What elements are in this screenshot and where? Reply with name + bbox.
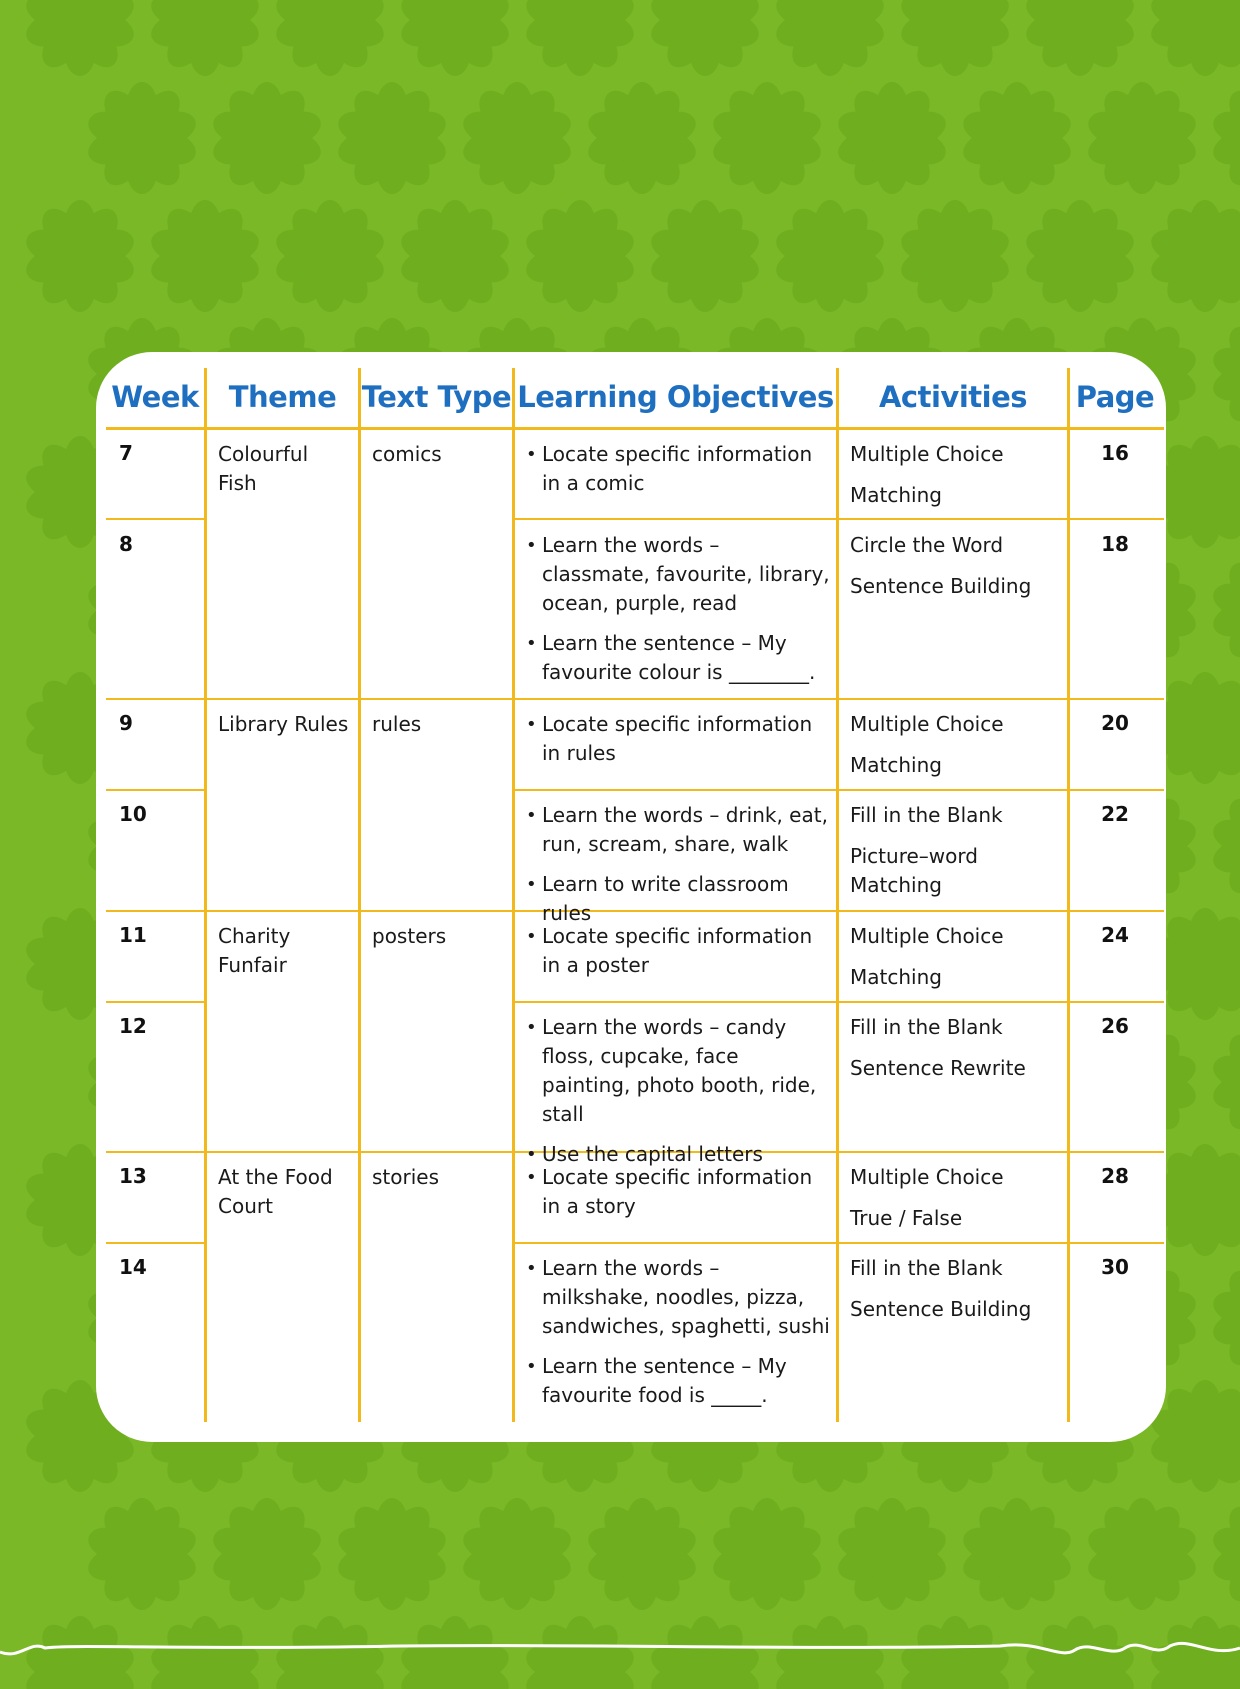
theme-cell: At the Food Court xyxy=(218,1165,333,1218)
objective-item: • Learn the words – classmate, favourite, library, ocean, purple, read xyxy=(526,531,830,618)
row-divider xyxy=(106,698,1164,700)
activity-item: Matching xyxy=(850,965,942,989)
activity-item: Circle the Word xyxy=(850,533,1004,557)
activity-item: Multiple Choice xyxy=(850,1165,1004,1189)
row-divider xyxy=(106,1242,204,1244)
week-number: 8 xyxy=(119,532,133,556)
week-number: 14 xyxy=(119,1255,147,1279)
activities-cell xyxy=(850,1254,1065,1336)
activity-item: Multiple Choice xyxy=(850,924,1004,948)
objectives-cell xyxy=(526,440,830,509)
column-divider xyxy=(204,368,207,1422)
objective-item: • Learn the words – candy floss, cupcake, face painting, photo booth, ride, stall xyxy=(526,1013,830,1129)
week-number: 9 xyxy=(119,711,133,735)
row-divider xyxy=(512,1242,1164,1244)
text-type-cell: rules xyxy=(372,712,422,736)
wavy-bottom-line xyxy=(0,1630,1240,1670)
activity-item: Fill in the Blank xyxy=(850,1256,1003,1280)
row-divider xyxy=(512,789,1164,791)
activity-item: Sentence Building xyxy=(850,574,1032,598)
theme-cell: Library Rules xyxy=(218,712,349,736)
header-week: Week xyxy=(111,380,199,414)
objective-item: • Learn to write classroom rules xyxy=(526,870,830,928)
header-learning-objectives: Learning Objectives xyxy=(517,380,834,414)
objectives-cell xyxy=(526,1013,830,1180)
header-text-type: Text Type xyxy=(361,380,512,414)
theme-cell: Colourful Fish xyxy=(218,442,309,495)
text-type-cell: comics xyxy=(372,442,442,466)
activity-item: Picture–word Matching xyxy=(850,844,978,897)
page-number: 18 xyxy=(1101,532,1129,556)
column-divider xyxy=(512,368,515,1422)
week-number: 10 xyxy=(119,802,147,826)
objectives-cell xyxy=(526,710,830,779)
objectives-cell xyxy=(526,1163,830,1232)
activities-cell xyxy=(850,440,1065,522)
column-divider xyxy=(358,368,361,1422)
objective-item: • Locate specific information in a story xyxy=(526,1163,830,1221)
page-number: 20 xyxy=(1101,711,1129,735)
activity-item: Matching xyxy=(850,753,942,777)
objectives-cell xyxy=(526,1254,830,1421)
page-number: 26 xyxy=(1101,1014,1129,1038)
row-divider xyxy=(106,789,204,791)
row-divider xyxy=(512,1001,1164,1003)
objective-item: • Locate specific information in a poster xyxy=(526,922,830,980)
objective-item: • Locate specific information in a comic xyxy=(526,440,830,498)
objectives-cell xyxy=(526,531,830,698)
objective-item: • Learn the sentence – My favourite colour is ________. xyxy=(526,629,830,687)
activity-item: Multiple Choice xyxy=(850,712,1004,736)
page-number: 22 xyxy=(1101,802,1129,826)
header-page: Page xyxy=(1075,380,1155,414)
objectives-cell xyxy=(526,801,830,939)
activities-cell xyxy=(850,1163,1065,1245)
week-number: 7 xyxy=(119,441,133,465)
row-divider xyxy=(106,1001,204,1003)
activity-item: Sentence Rewrite xyxy=(850,1056,1026,1080)
activities-cell xyxy=(850,710,1065,792)
activity-item: Fill in the Blank xyxy=(850,803,1003,827)
objectives-cell xyxy=(526,922,830,991)
page-number: 30 xyxy=(1101,1255,1129,1279)
row-divider xyxy=(106,518,204,520)
activity-item: Sentence Building xyxy=(850,1297,1032,1321)
week-number: 13 xyxy=(119,1164,147,1188)
activities-cell xyxy=(850,801,1065,897)
header-divider xyxy=(106,427,1164,430)
objective-item: • Use the capital letters xyxy=(526,1140,830,1169)
page-number: 24 xyxy=(1101,923,1129,947)
activity-item: Multiple Choice xyxy=(850,442,1004,466)
column-divider xyxy=(836,368,839,1422)
week-number: 11 xyxy=(119,923,147,947)
text-type-cell: posters xyxy=(372,924,447,948)
objective-item: • Learn the sentence – My favourite food is _____. xyxy=(526,1352,830,1410)
activity-item: Fill in the Blank xyxy=(850,1015,1003,1039)
activities-cell xyxy=(850,1013,1065,1095)
activities-cell xyxy=(850,922,1065,1004)
activities-cell xyxy=(850,531,1065,613)
objective-item: • Locate specific information in rules xyxy=(526,710,830,768)
theme-cell: Charity Funfair xyxy=(218,924,291,977)
page-number: 16 xyxy=(1101,441,1129,465)
row-divider xyxy=(512,518,1164,520)
activity-item: Matching xyxy=(850,483,942,507)
page-number: 28 xyxy=(1101,1164,1129,1188)
header-theme: Theme xyxy=(228,380,337,414)
objective-item: • Learn the words – drink, eat, run, scream, share, walk xyxy=(526,801,830,859)
objective-item: • Learn the words – milkshake, noodles, pizza, sandwiches, spaghetti, sushi xyxy=(526,1254,830,1341)
week-number: 12 xyxy=(119,1014,147,1038)
header-activities: Activities xyxy=(878,380,1027,414)
text-type-cell: stories xyxy=(372,1165,440,1189)
activity-item: True / False xyxy=(850,1206,963,1230)
